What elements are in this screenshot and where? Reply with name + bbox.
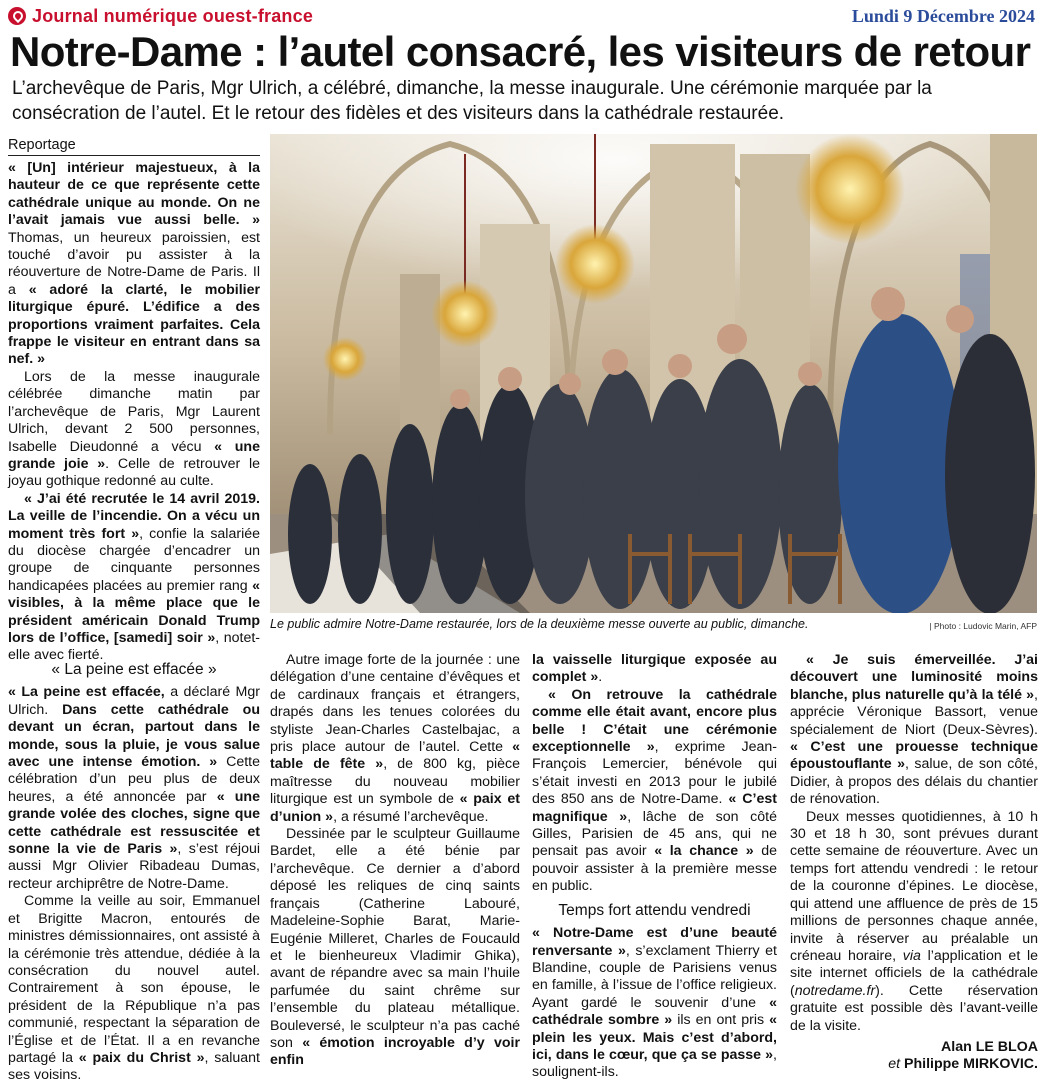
masthead-name: Journal numérique ouest-france xyxy=(32,5,314,26)
paragraph: « [Un] intérieur majestueux, à la hauteur de ce que représente cette cathédrale unique au monde. On ne l’avait jamais vue aussi belle. » Thomas, un heureux paroissien, est touché d’avoir pu assister à la réouverture de Notre-Dame de Paris. Il a « adoré la clarté, le mobilier liturgique épuré. L’édifice a des proportions vraiment parfaites. Cela frappe le visiteur en entrant dans sa nef. » xyxy=(8,160,260,368)
photo-caption: Le public admire Notre-Dame restaurée, lors de la deuxième messe ouverte au public, dimanche. xyxy=(270,617,809,631)
article-column-1-top xyxy=(8,160,260,665)
article-column-2 xyxy=(270,652,520,1070)
article-column-1-bottom xyxy=(8,655,260,1085)
publication-date: Lundi 9 Décembre 2024 xyxy=(851,6,1035,26)
paragraph: Deux messes quotidiennes, à 10 h 30 et 18 h 30, sont prévues durant cette semaine de réouverture. Avec un temps fort attendu vendredi : le retour de la couronne d’épines. Le diocèse, qui attend une affluence de près de 15 millions de personnes chaque année, invite à réserver au préalable un créneau horaire, via l’application et le site internet officiels de la cathédrale (notredame.fr). Cette réservation gratuite est possible dès l’avant-veille de la visite. xyxy=(790,808,1038,1034)
rubric-label: Reportage xyxy=(8,137,260,156)
photo-credit: | Photo : Ludovic Marin, AFP xyxy=(929,621,1037,631)
byline: Alan LE BLOA et Philippe MIRKOVIC. xyxy=(888,1038,1038,1073)
paragraph: « Je suis émerveillée. J’ai découvert une luminosité moins blanche, plus naturelle qu’à la télé », apprécie Véronique Bassort, venue spécialement de Niort (Deux-Sèvres). « C’est une prouesse technique époustouflante », salue, de son côté, Didier, à propos des délais du chantier de rénovation. xyxy=(790,652,1038,808)
article-column-4 xyxy=(790,652,1038,1074)
paragraph: « J’ai été recrutée le 14 avril 2019. La veille de l’incendie. On a vécu un moment très fort », confie la salariée du diocèse chargée d’encadrer un groupe de cinquante personnes handicapées placées au premier rang « visibles, à la même place que le président américain Donald Trump lors de l’office, [samedi] soir », notet-elle avec fierté. xyxy=(8,490,261,664)
subheading: « La peine est effacée » xyxy=(51,661,217,678)
subheading: Temps fort attendu vendredi xyxy=(558,901,751,919)
lede: L’archevêque de Paris, Mgr Ulrich, a célébré, dimanche, la messe inaugurale. Une cérémonie marquée par la consécration de l’autel. Et le retour des fidèles et des visiteurs dans la cathédrale restaurée. xyxy=(12,78,932,124)
cathedral-crowd-photo xyxy=(270,134,1037,613)
paragraph: Autre image forte de la journée : une délégation d’une centaine d’évêques et de cardinaux français et étrangers, drapés dans les tenues colorées du styliste Jean-Charles Castelbajac, a pris place autour de l’autel. Cette « table de fête », de 800 kg, pièce maîtresse du nouveau mobilier liturgique est un symbole de « paix et d’union », a résumé l’archevêque. xyxy=(270,652,520,825)
paragraph: « Notre-Dame est d’une beauté renversante », s’exclament Thierry et Blandine, couple de Parisiens venus en famille, à l’issue de l’office religieux. Ayant gardé le souvenir d’une « cathédrale sombre » ils en ont pris « plein les yeux. Mais c’est d’abord, ici, dans le cœur, que ça se passe », soulignent-ils. xyxy=(532,925,777,1081)
paragraph: « On retrouve la cathédrale comme elle était avant, encore plus belle ! C’était une cérémonie exceptionnelle », exprime Jean-François Lemercier, bénévole qui s’était investi en 2013 pour le jubilé des 850 ans de Notre-Dame. « C’est magnifique », lâche de son côté Gilles, Parisien de 45 ans, qui ne pensait pas avoir « la chance » de pouvoir assister à la première messe en public. xyxy=(532,686,777,895)
paragraph: « La peine est effacée, a déclaré Mgr Ulrich. Dans cette cathédrale ou devant un écran, partout dans le monde, sous la pluie, je vous salue avec une intense émotion. » Cette célébration d’un peu plus de deux heures, a été annoncée par « une grande volée des cloches, signe que cette cathédrale est ressuscitée et sonne la vie de Paris », s’est réjoui aussi Mgr Olivier Ribadeau Dumas, recteur archiprêtre de Notre-Dame. xyxy=(8,684,261,892)
paragraph: Comme la veille au soir, Emmanuel et Brigitte Macron, entourés de ministres démissionnaires, ont assisté à la cérémonie très attendue, dédiée à la consécration du nouvel autel. Contrairement à son épouse, le président de la République n’a pas communié, respectant la séparation de l’Église et de l’État. Il a en revanche partagé la « paix du Christ », saluant ses voisins. xyxy=(8,893,260,1084)
paragraph: Dessinée par le sculpteur Guillaume Bardet, elle a été bénie par l’archevêque. Ce dernier a d’abord déposé les reliques de cinq saints français (Catherine Labouré, Madeleine-Sophie Barat, Marie-Eugénie Milleret, Charles de Foucauld et le bienheureux Vladimir Ghika), avant de répandre avec sa main l’huile parfumée du saint chrême sur l’ensemble du plateau métallique. Bouleversé, le sculpteur n’a pas caché son « émotion incroyable d’y voir enfin xyxy=(270,826,521,1069)
paragraph: Lors de la messe inaugurale célébrée dimanche matin par l’archevêque de Paris, Mgr Laurent Ulrich, devant 2 500 personnes, Isabelle Dieudonné a vécu « une grande joie ». Celle de retrouver le joyau gothique redonné au culte. xyxy=(8,368,261,490)
ouest-france-logo-icon xyxy=(8,7,26,25)
masthead xyxy=(8,4,313,28)
article-column-3 xyxy=(532,652,777,1082)
article-photo xyxy=(270,134,1037,613)
headline: Notre-Dame : l’autel consacré, les visiteurs de retour xyxy=(10,28,1031,75)
paragraph: la vaisselle liturgique exposée au complet ». xyxy=(532,652,777,686)
